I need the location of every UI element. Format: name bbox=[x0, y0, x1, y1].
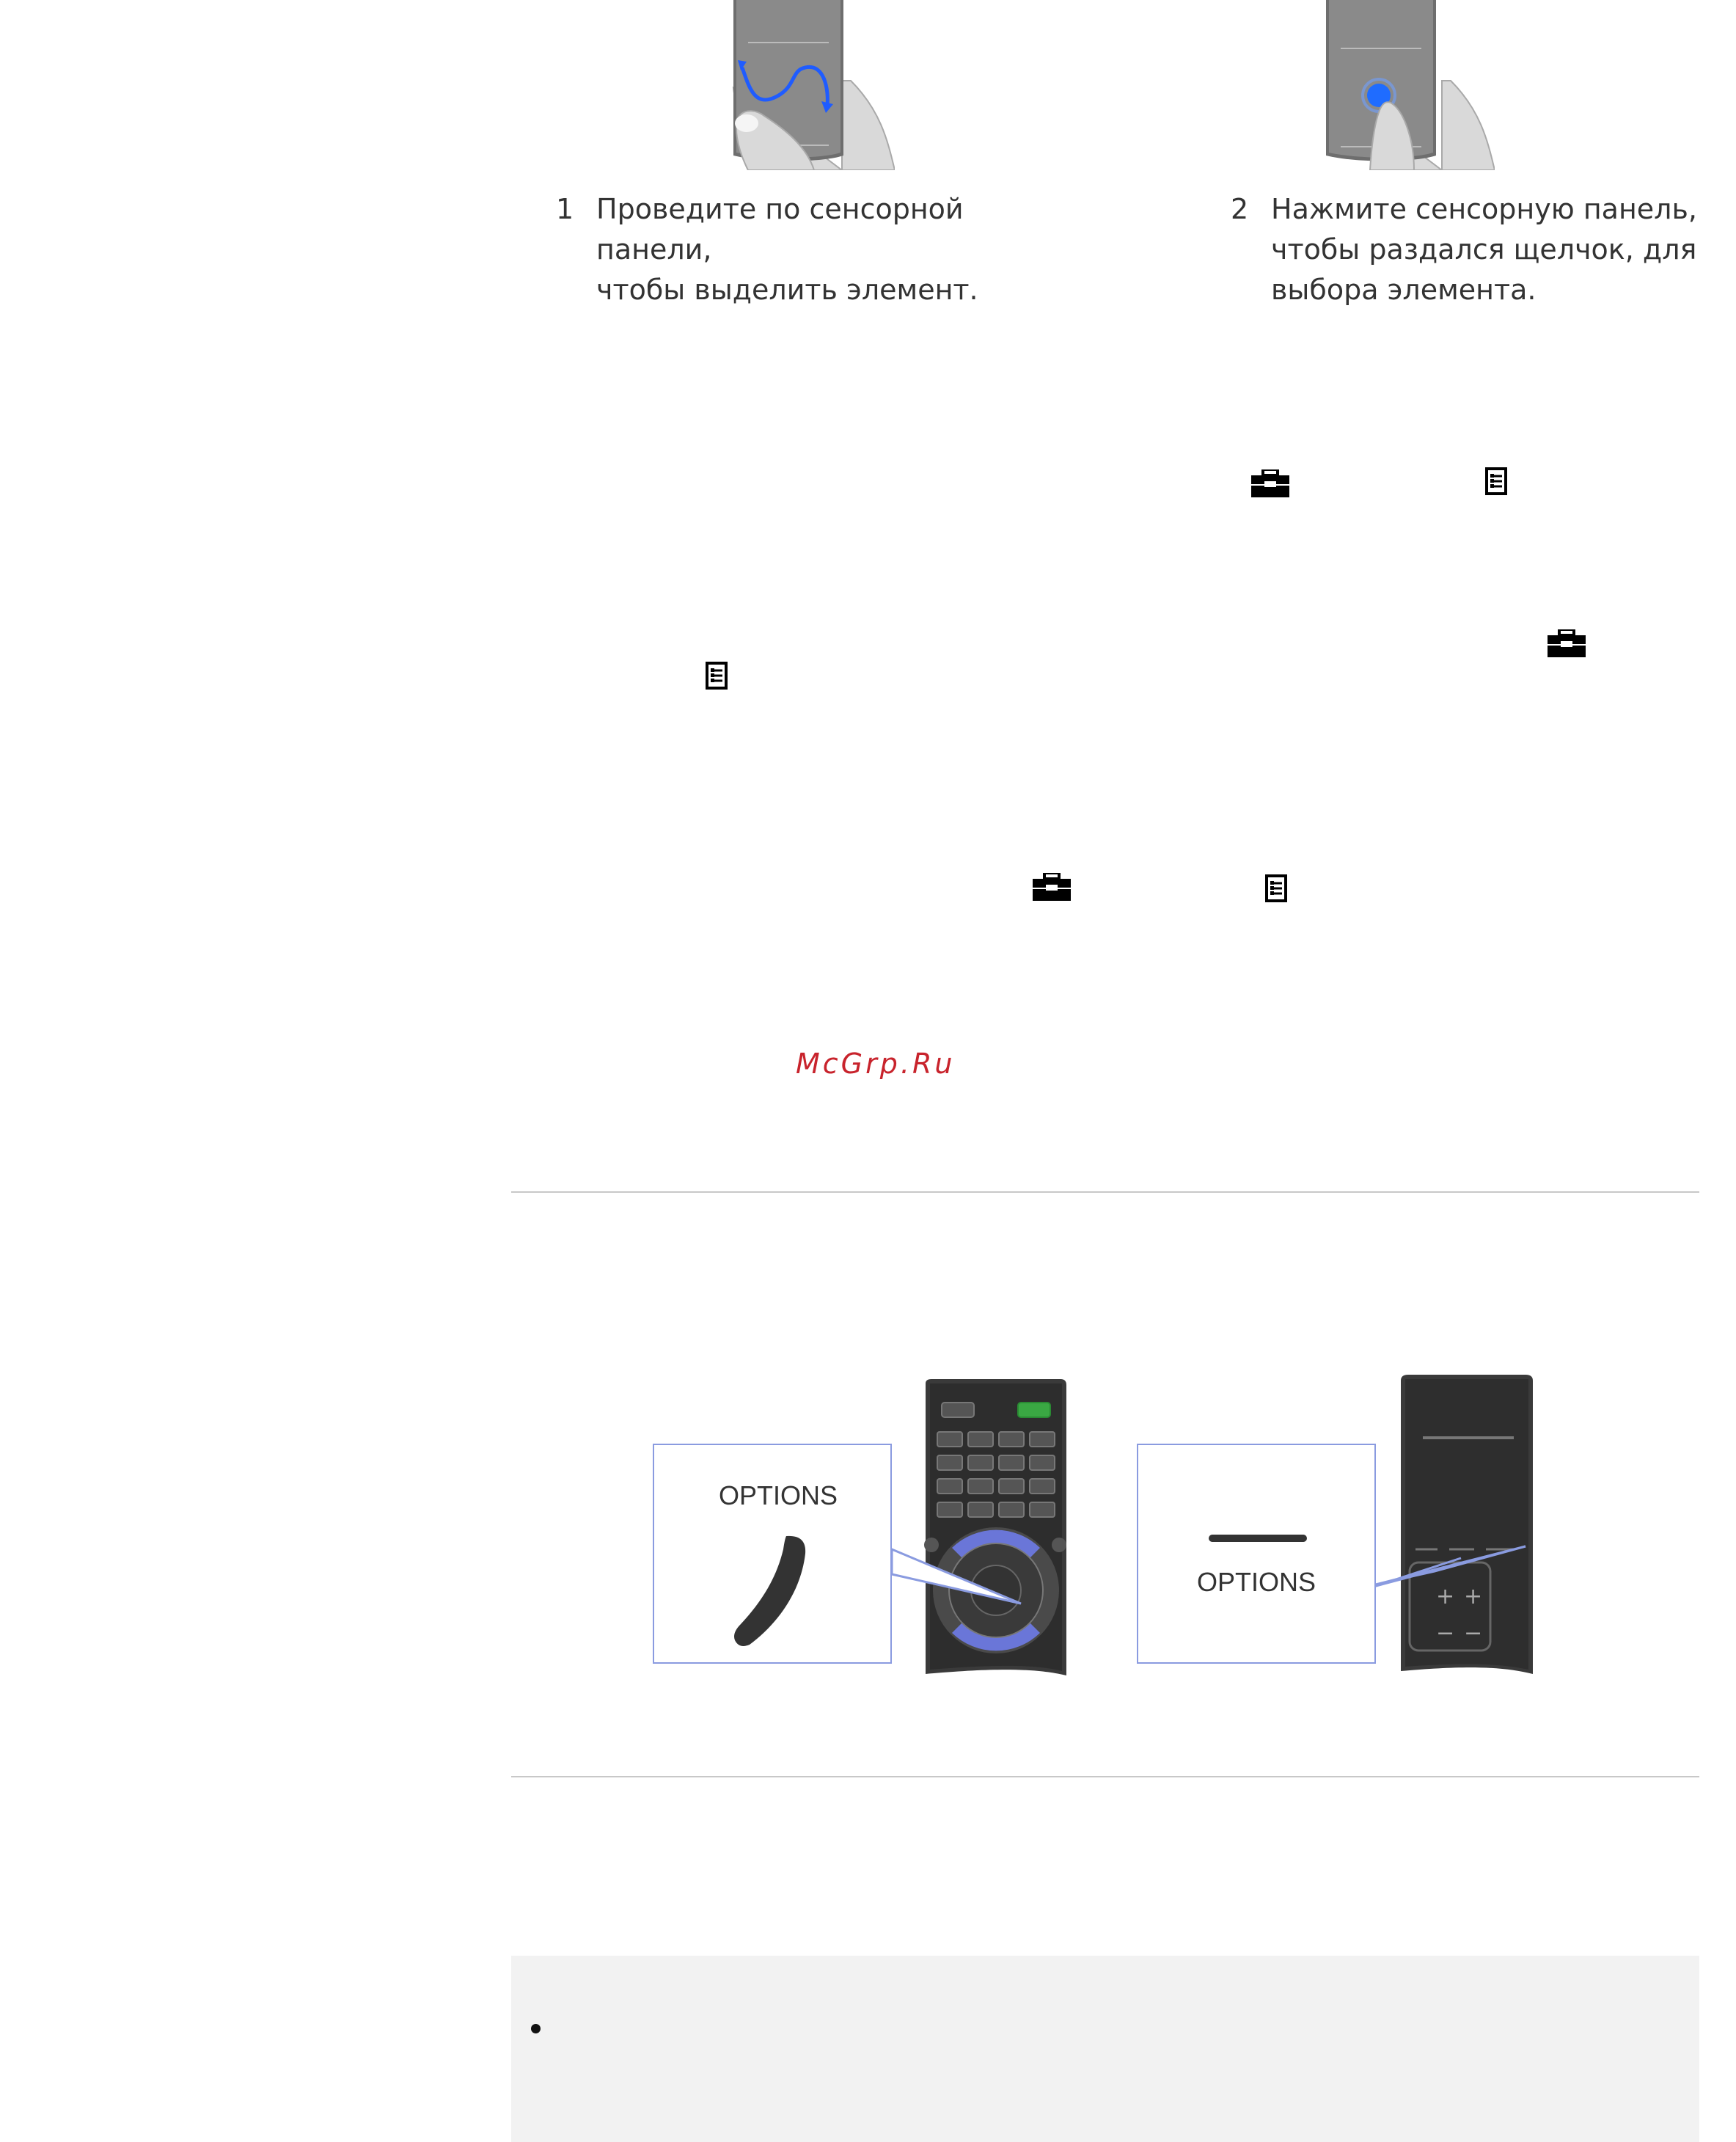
note-box bbox=[511, 1956, 1699, 2142]
note-bullet bbox=[531, 2024, 541, 2033]
options-list-icon bbox=[1265, 874, 1287, 902]
watermark-text: McGrp.Ru bbox=[796, 1048, 956, 1080]
svg-text:−: − bbox=[1464, 1620, 1483, 1646]
step-2-number: 2 bbox=[1231, 193, 1249, 225]
touchpad-remote-illustration bbox=[1379, 1375, 1540, 1680]
section-divider-top bbox=[511, 1191, 1699, 1193]
step-1 bbox=[556, 189, 1069, 306]
standard-remote-pointer bbox=[890, 1548, 1022, 1606]
touchpad-remote-pointer bbox=[1373, 1542, 1527, 1587]
toolbox-icon bbox=[1033, 873, 1071, 901]
step-2-text: Нажмите сенсорную панель, чтобы раздался щелчок, для выбора элемента. bbox=[1271, 193, 1697, 306]
svg-text:+: + bbox=[1436, 1584, 1455, 1609]
options-button-icon bbox=[1209, 1535, 1307, 1542]
step-1-text: Проведите по сенсорной панели, чтобы выделить элемент. bbox=[596, 193, 978, 306]
touchpad-remote-callout bbox=[1137, 1444, 1376, 1664]
svg-text:+: + bbox=[1464, 1584, 1483, 1609]
toolbox-icon bbox=[1548, 629, 1586, 657]
standard-remote-illustration bbox=[895, 1379, 1071, 1680]
section-divider-bottom bbox=[511, 1776, 1699, 1777]
svg-text:−: − bbox=[1436, 1620, 1455, 1646]
step-2 bbox=[1231, 189, 1700, 314]
options-button-icon bbox=[730, 1533, 818, 1648]
click-gesture-illustration bbox=[1304, 0, 1495, 170]
options-list-icon bbox=[706, 662, 728, 690]
options-list-icon bbox=[1485, 467, 1507, 495]
options-button-label: OPTIONS bbox=[1197, 1567, 1316, 1597]
standard-remote-callout bbox=[653, 1444, 892, 1664]
options-button-label: OPTIONS bbox=[719, 1480, 838, 1510]
step-1-number: 1 bbox=[556, 193, 574, 225]
toolbox-icon bbox=[1251, 469, 1289, 497]
swipe-gesture-illustration bbox=[704, 0, 895, 170]
